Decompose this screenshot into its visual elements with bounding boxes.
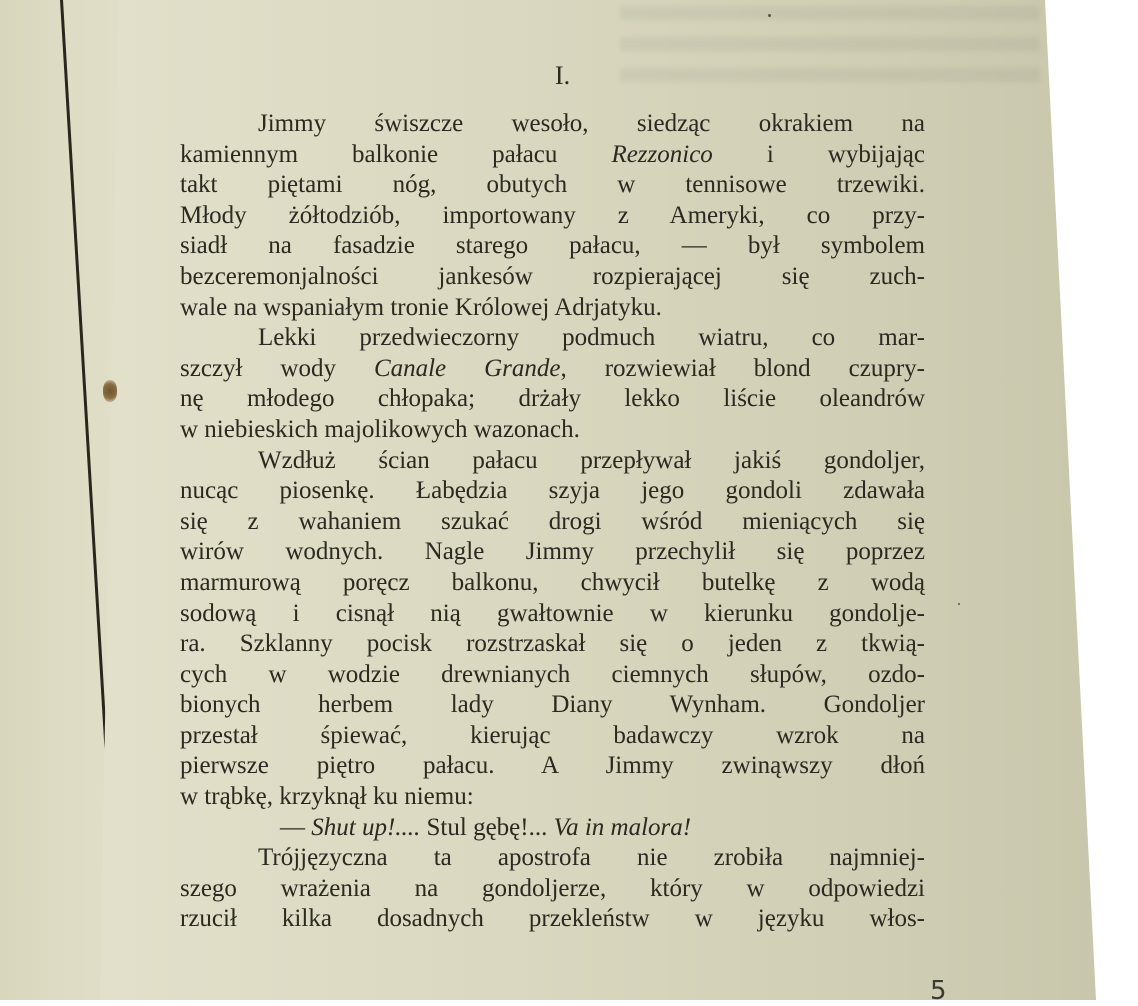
text-line: [180, 323, 925, 354]
text-run: bionych herbem lady Diany Wynham. Gondoljer: [180, 691, 925, 719]
text-line: [180, 813, 925, 844]
text-run: marmurową poręcz balkonu, chwycił butelkę z wodą: [180, 568, 925, 596]
text-run: cych w wodzie drewnianych ciemnych słupów, ozdo-: [180, 660, 925, 688]
text-run: bezceremonjalności jankesów rozpierającej się zuch-: [180, 262, 925, 290]
text-run: Trójjęzyczna ta apostrofa nie zrobiła najmniej-: [258, 844, 925, 872]
text-line: [180, 384, 925, 415]
text-run: nę młodego chłopaka; drżały lekko liście oleandrów: [180, 385, 925, 413]
paper-speck: [768, 14, 771, 17]
text-line: [180, 874, 925, 905]
text-line: [180, 537, 925, 568]
text-run: szego wrażenia na gondoljerze, który w odpowiedzi: [180, 874, 925, 902]
text-run: w niebieskich majolikowych wazonach.: [180, 415, 580, 443]
text-line: [180, 262, 925, 293]
body-lines: [180, 109, 925, 935]
text-line: [180, 293, 925, 324]
text-run: Wzdłuż ścian pałacu przepływał jakiś gondoljer,: [258, 446, 925, 474]
text-line: [180, 843, 925, 874]
text-run: takt piętami nóg, obutych w tennisowe trzewiki.: [180, 171, 925, 199]
text-run: się z wahaniem szukać drogi wśród mieniących się: [180, 507, 925, 535]
text-run: w trąbkę, krzyknął ku niemu:: [180, 783, 474, 811]
text-block: [180, 58, 925, 935]
text-run: i wybijając: [712, 140, 925, 168]
text-line: [180, 751, 925, 782]
text-line: [180, 599, 925, 630]
text-run: Jimmy świszcze wesoło, siedząc okrakiem na: [258, 110, 925, 137]
text-run: Stul gębę!...: [420, 813, 554, 841]
text-run: Młody żółtodziób, importowany z Ameryki, co przy-: [180, 201, 925, 229]
text-run: sodową i cisnął nią gwałtownie w kierunku gondolje-: [180, 599, 925, 627]
text-line: [180, 690, 925, 721]
text-line: [180, 109, 925, 140]
text-line: [180, 904, 925, 935]
text-run: Lekki przedwieczorny podmuch wiatru, co mar-: [258, 324, 925, 352]
text-line: [180, 721, 925, 752]
text-run: pierwsze piętro pałacu. A Jimmy zwinąwszy dłoń: [180, 752, 925, 780]
text-run: nucąc piosenkę. Łabędzia szyja jego gondoli zdawała: [180, 477, 925, 505]
text-run: siadł na fasadzie starego pałacu, — był symbolem: [180, 232, 925, 260]
italic-text: Canale Grande: [373, 354, 561, 382]
chapter-heading: I.: [554, 61, 571, 90]
italic-text: Shut up!....: [311, 813, 421, 841]
text-run: , rozwiewiał blond czupry-: [560, 354, 925, 382]
text-line: [180, 568, 925, 599]
text-run: kamiennym balkonie pałacu: [180, 140, 612, 168]
text-line: [180, 476, 925, 507]
text-line: [180, 507, 925, 538]
text-run: ra. Szklanny pocisk rozstrzaskał się o jeden z tkwią-: [180, 630, 925, 658]
text-line: [180, 201, 925, 232]
text-line: [180, 354, 925, 385]
text-line: [180, 446, 925, 477]
text-line: [180, 231, 925, 262]
text-line: [180, 140, 925, 171]
text-line: [180, 170, 925, 201]
text-line: [180, 629, 925, 660]
text-run: wirów wodnych. Nagle Jimmy przechylił się poprzez: [180, 538, 925, 566]
text-run: przestał śpiewać, kierując badawczy wzrok na: [180, 721, 925, 749]
text-run: rzucił kilka dosadnych przekleństw w języku włos-: [180, 905, 925, 933]
paper-speck: [958, 603, 960, 605]
text-line: [180, 660, 925, 691]
italic-text: Va in malora!: [553, 813, 692, 841]
text-line: [180, 415, 925, 446]
italic-text: Rezzonico: [611, 140, 713, 168]
text-line: [180, 782, 925, 813]
text-run: szczył wody: [180, 354, 374, 382]
text-run: wale na wspaniałym tronie Królowej Adrjatyku.: [180, 293, 662, 321]
page-number: 5: [930, 976, 947, 1006]
left-page-leaf: [0, 0, 120, 1000]
text-run: —: [280, 813, 312, 841]
paper-stain: [103, 380, 117, 402]
